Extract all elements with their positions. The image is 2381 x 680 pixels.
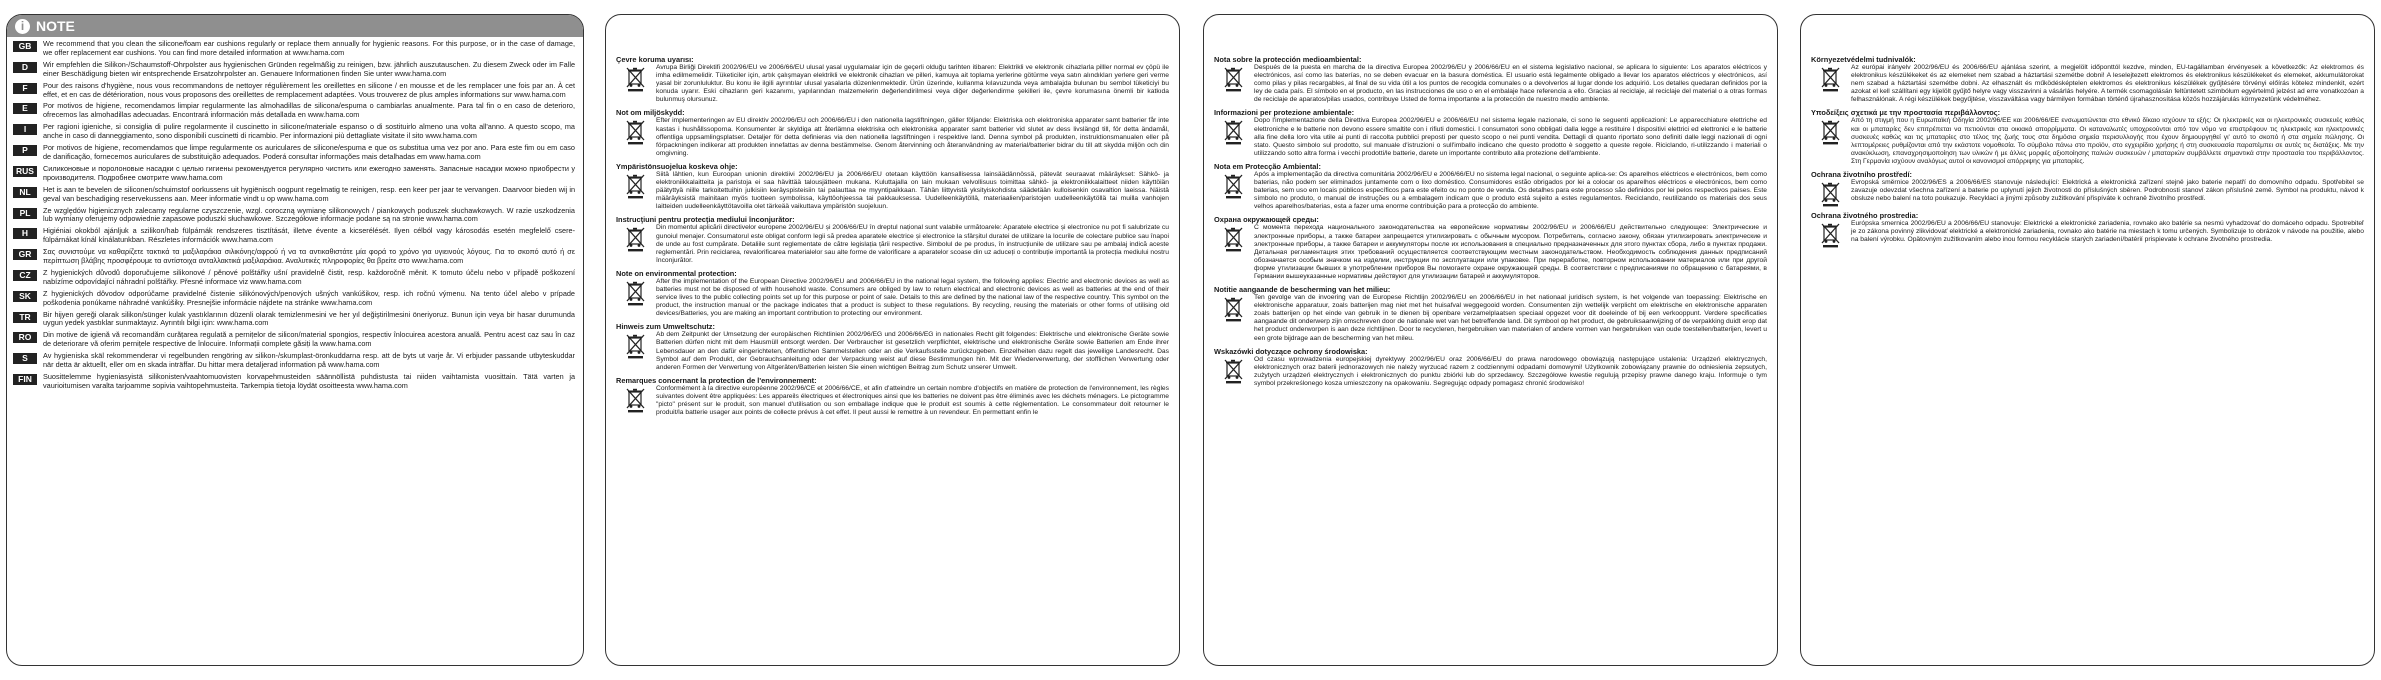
language-row — [13, 58, 575, 79]
language-text: Din motive de igienă vă recomandăm curățarea regulată a pernițelor de silicon/material spongios, respectiv înlocuirea acestora anuală. Pentru acest caz sau în caz de deteriorare vă oferim pernițele respective de înlocuire. Informații complete găsiți la www.hama.com — [43, 330, 575, 349]
environment-panel-1 — [605, 14, 1180, 666]
language-code-badge: D — [13, 62, 37, 73]
environment-note-section — [616, 55, 1169, 104]
section-list — [1801, 15, 2374, 248]
environment-note-section — [1811, 170, 2364, 207]
section-body — [1214, 294, 1767, 343]
info-icon: i — [15, 19, 30, 34]
language-row — [13, 99, 575, 120]
environment-note-section — [1214, 162, 1767, 211]
disposal-symbol — [1214, 117, 1254, 145]
language-code-badge: I — [13, 124, 37, 135]
crossed-bin-icon — [1821, 181, 1841, 207]
disposal-symbol — [1214, 356, 1254, 384]
disposal-symbol — [1214, 64, 1254, 92]
crossed-bin-icon — [626, 66, 646, 92]
section-title: Υποδείξεις σχετικά με την προστασία περιβάλλοντος: — [1811, 108, 2001, 118]
section-body — [616, 64, 1169, 104]
language-code-badge: E — [13, 103, 37, 114]
crossed-bin-icon — [626, 333, 646, 359]
disposal-symbol — [1811, 179, 1851, 207]
language-row — [13, 162, 575, 183]
language-text: We recommend that you clean the silicone/foam ear cushions regularly or replace them annually for hygienic reasons. For this purpose, or in the case of damage, we offer replacement ear cushions. You can find more detailed information at www.hama.com — [43, 39, 575, 57]
disposal-symbol — [1214, 171, 1254, 199]
language-row — [13, 287, 575, 308]
environment-note-section — [1811, 55, 2364, 104]
note-header — [7, 15, 583, 37]
section-title: Çevre koruma uyarısı: — [616, 55, 694, 64]
section-text: С момента перехода национального законодательства на европейские нормативы 2002/96/EU и 2006/66/EU действительно следующее: Электрические и электронные приборы, а также батареи запрещается утилизировать с обычным мусором. Потребитель, согласно закону, обязан утилизировать электрические и электронные приборы, а также батареи и аккумуляторы после их использования в специально предназначенных для этого пунктах сбора, либо в пунктах продажи. Детальная регламентация этих требований осуществляется соответствующим местным законодательством. Необходимость соблюдения данных предписаний обозначается особым значком на изделии, инструкции по эксплуатации или упаковке. При переработке, повторном использовании материалов или при другой форме утилизации бывших в употреблении приборов Вы помогаете охране окружающей среды. В соответствии с предписаниями по обращению с батареями, в Германии вышеуказанные нормативы действуют для утилизации батарей и аккумуляторов. — [1254, 224, 1767, 280]
language-code-badge: NL — [13, 187, 37, 198]
environment-note-section — [1214, 347, 1767, 388]
environment-note-section — [1214, 108, 1767, 157]
disposal-symbol — [616, 278, 656, 306]
language-text: Por motivos de higiene, recomendamos limpiar regularmente las almohadillas de silicona/espuma o cambiarlas anualmente. Para tal fin o en caso de deterioro, ofrecemos las almohadillas adecuadas. Encontrará información más detallada en www.hama.com — [43, 101, 575, 120]
language-code-badge: S — [13, 353, 37, 364]
environment-note-section — [1214, 285, 1767, 343]
language-code-badge: GB — [13, 41, 37, 52]
language-row — [13, 245, 575, 266]
section-title: Ochrana životního prostředí: — [1811, 170, 1913, 180]
section-body — [616, 331, 1169, 371]
disposal-symbol — [616, 117, 656, 145]
language-code-badge: GR — [13, 249, 37, 260]
crossed-bin-icon — [1224, 296, 1244, 322]
environment-note-section — [616, 108, 1169, 157]
section-text: Después de la puesta en marcha de la directiva Europea 2002/96/EU y 2006/66/EU en el sistema legislativo nacional, se aplicara lo siguiente: Los aparatos eléctricos y electrónicos, así como las baterías, no se deben evacuar en la basura doméstica. El usuario está legalmente obligado a llevar los aparatos eléctricos y electrónicos, así como pilas y pilas recargables, al final de su vida útil a los puntos de recogida comunales o a devolverlos al lugar donde los adquirió. Los detalles quedaran definidos por la ley de cada país. El símbolo en el producto, en las instrucciones de uso o en el embalaje hace referencia a ello. Gracias al reciclaje, al reciclaje del material o a otras formas de reciclaje de aparatos/pilas usados, contribuye Usted de forma importante a la protección de nuestro medio ambiente. — [1254, 64, 1767, 104]
disposal-symbol — [1811, 220, 1851, 248]
language-code-badge: P — [13, 145, 37, 156]
section-title: Instrucţiuni pentru protecţia mediului înconjurător: — [616, 215, 795, 225]
disposal-symbol — [616, 224, 656, 252]
language-text: Av hygieniska skäl rekommenderar vi regelbunden rengöring av silikon-/skumplast-öronkuddarna resp. att de byts ut varje år. Vi erbjuder passande utbyteskuddar när detta är aktuellt, eller om en skada inträffar. Du hittar mera detaljerad information på www.hama.com — [43, 351, 575, 370]
language-text: Σας συνιστούμε να καθαρίζετε τακτικά τα μαξιλαράκια σιλικόνης/αφρού ή να τα αντικαθιστάτε μία φορά το χρόνο για υγιεινούς λόγους. Για το σκοπό αυτό ή σε περίπτωση βλάβης προσφέρουμε τα αντίστοιχα ανταλλακτικά μαξιλαράκια. Αναλυτικές πληροφορίες θα βρείτε στο www.hama.com — [43, 247, 575, 266]
disposal-symbol — [616, 385, 656, 413]
section-title: Nota em Protecção Ambiental: — [1214, 161, 1321, 171]
section-body — [1811, 117, 2364, 166]
language-row — [13, 37, 575, 58]
language-code-badge: PL — [13, 208, 37, 219]
language-row — [13, 183, 575, 204]
environment-note-section — [616, 215, 1169, 264]
crossed-bin-icon — [626, 173, 646, 199]
section-title: Охрана окружающей среды: — [1214, 215, 1319, 225]
section-body — [1214, 356, 1767, 388]
environment-note-section — [1811, 211, 2364, 248]
section-text: Az európai irányelv 2002/96/EU és 2006/66/EU ajánlása szerint, a megjelölt időponttól kezdve, minden, EU-tagállamban érvényesek a következők: Az elektromos és elektronikus készülékeket és az elemeket nem szabad a háztartási szemétbe dobni! A leselejtezett elektromos és elektronikus készülékeket és elemeket, akkumulátorokat nem szabad a háztartási szemétbe dobni. Az elhasznált és működésképtelen elektromos és elektronikus készülékek gyűjtésére törvényi előírás kötelez mindenkit, ezért azokat el kell szállítani egy kijelölt gyűjtő helyre vagy visszavinni a vásárlás helyére. A termék csomagolásán feltüntetett szimbólum egyértelmű jelzést ad erre vonatkozóan a felhasználónak. A régi készülékek begyűjtése, visszaváltása vagy bármilyen formában történő újrahasznosítása közös hozzájárulás környezetünk védelméhez. — [1851, 64, 2364, 104]
language-text: Het is aan te bevelen de siliconen/schuimstof oorkussens uit hygiënisch oogpunt regelmatig te reinigen, resp. een keer per jaar te vervangen. Daarvoor bieden wij in geval van beschadiging reservekussens aan. Meer informatie vindt u op www.hama.com — [43, 184, 575, 203]
section-body — [1214, 224, 1767, 281]
language-text: Por motivos de higiene, recomendamos que limpe regularmente os auriculares de silicone/espuma e que os substitua uma vez por ano. Para este fim ou em caso de danificação, fornecemos auriculares de substituição adequados. Poderá consultar informações mais detalhadas em www.hama.com — [43, 143, 575, 161]
language-text: Higiéniai okokból ajánljuk a szilikon/hab fülpárnák rendszeres tisztítását, illetve évente a kicserélését. Ilyen célból vagy károsodás esetén megfelelő csere-fülpárnákat kínál kínálatunkban. Részletes információk www.hama.com — [43, 226, 575, 245]
disposal-symbol — [1811, 117, 1851, 145]
language-row — [13, 204, 575, 225]
language-text: Per ragioni igieniche, si consiglia di pulire regolarmente il cuscinetto in silicone/materiale espanso o di sostituirlo almeno una volta all'anno. A questo scopo, ma anche in caso di danneggiamento, sono disponibili cuscinetti di ricambio. Per informazioni più dettagliate visitate il sito www.hama.com — [43, 122, 575, 141]
language-text: Bir hijyen gereği olarak silikon/sünger kulak yastıklarının düzenli olarak temizlenmesini ve her yıl değiştirilmesini öneriyoruz. Bunun için veya bir hasar durumunda uygun yedek yastıklar sunmaktayız. Ayrıntılı bilgi için: www.hama.com — [43, 309, 575, 328]
crossed-bin-icon — [1224, 119, 1244, 145]
language-code-badge: RUS — [13, 166, 37, 177]
disposal-symbol — [616, 171, 656, 199]
section-body — [616, 224, 1169, 264]
section-title: Környezetvédelmi tudnivalók: — [1811, 55, 1916, 64]
section-text: Após a implementação da directiva comunitária 2002/96/EU e 2006/66/EU no sistema legal nacional, o seguinte aplica-se: Os aparelhos eléctricos e electrónicos, bem como baterias, não podem ser eliminados juntamente com o lixo doméstico. Consumidores estão obrigados por lei a colocar os aparelhos eléctricos e electrónicos, bem como baterias, sem uso em locais públicos específicos para este efeito ou no ponto de venda. Os detalhes para este processo são definidos por lei pelos respectivos países. Este símbolo no produto, o manual de instruções ou a embalagem indicam que o produto está sujeito a estes regulamentos. Reciclando, reutilizando os materiais dos seus velhos aparelhos/baterias, esta a fazer uma enorme contribuição para a protecção do ambiente. — [1254, 170, 1767, 211]
section-body — [1214, 171, 1767, 211]
language-text: Силиконовые и поролоновые насадки с целью гигиены рекомендуется регулярно чистить или ежегодно заменять. Запасные насадки можно приобрести у производителя. Подробнее смотрите www.hama.com — [43, 163, 575, 182]
environment-panel-3 — [1800, 14, 2375, 666]
language-row — [13, 349, 575, 370]
section-list — [606, 15, 1179, 417]
section-text: Dopo l'implementazione della Direttiva Europea 2002/96/EU e 2006/66/EU nel sistema legale nazionale, ci sono le seguenti applicazioni: Le apparecchiature elettriche ed elettroniche e le batterie non devono essere smaltite con i rifiuti domestici. I consumatori sono obbligati dalla legge a restituire I dispositivi elettrici ed elettronici e le batterie alla fine della loro vita utile ai punti di raccolta pubblici preposti per questo scopo o nei punti vendita. Dettagli di quanto riportato sono definiti dalle leggi nazionali di ogni stato. Questo simbolo sul prodotto, sul manuale d'istruzioni o sull'imballo indicano che questo prodotto è soggetto a queste regole. Riciclando, ri-utilizzando i materiali o utilizzando sotto altra forma i vecchi prodotti/le batterie, darete un importante contributo alla protezione dell'ambiente. — [1254, 117, 1767, 157]
note-title: NOTE — [36, 18, 75, 34]
section-text: Efter implementeringen av EU direktiv 2002/96/EU och 2006/66/EU i den nationella lagstiftningen, gäller följande: Elektriska och elektroniska apparater samt batterier får inte kastas i hushållssoporna. Konsumenter är skyldiga att återlämna elektriska och elektroniska apparater samt batterier vid slutet av dess livslängd till, för detta ändamål, offentliga uppsamlingsplatser. Detaljer för detta definieras via den nationella lagstiftningen i respektive land. Denna symbol på produkten, instruktionsmanualen eller på förpackningen indikerar att produkten innefattas av denna bestämmelse. Genom återvinning och återanvändning av material/batterier bidrar du till att skydda miljön och din omgivning. — [656, 117, 1169, 157]
environment-note-section — [1811, 108, 2364, 166]
language-row — [13, 120, 575, 141]
language-text: Wir empfehlen die Silikon-/Schaumstoff-Ohrpolster aus hygienischen Gründen regelmäßig zu reinigen, bzw. jährlich auszutauschen. Zu diesem Zweck oder im Falle einer Beschädigung bieten wir entsprechende Ersatzohrpolster an. Genauere Informationen finden Sie unter www.hama.com — [43, 59, 575, 78]
environment-note-section — [616, 269, 1169, 318]
crossed-bin-icon — [626, 119, 646, 145]
crossed-bin-icon — [1821, 66, 1841, 92]
language-row — [13, 79, 575, 100]
section-body — [616, 117, 1169, 157]
section-text: Ab dem Zeitpunkt der Umsetzung der europäischen Richtlinien 2002/96/EG und 2006/66/EG in nationales Recht gilt folgendes: Elektrische und elektronische Geräte sowie Batterien dürfen nicht mit dem Hausmüll entsorgt werden. Der Verbraucher ist gesetzlich verpflichtet, elektrische und elektronische Geräte sowie Batterien am Ende ihrer Lebensdauer an den dafür eingerichteten, öffentlichen Sammelstellen oder an die Verkaufsstelle zurückzugeben. Einzelheiten dazu regelt das jeweilige Landesrecht. Das Symbol auf dem Produkt, der Gebrauchsanleitung oder der Verpackung weist auf diese Bestimmungen hin. Mit der Wiederverwertung, der stofflichen Verwertung oder anderen Formen der Verwertung von Altgeräten/Batterien leisten Sie einen wichtigen Beitrag zum Schutz unserer Umwelt. — [656, 331, 1169, 371]
environment-note-section — [1214, 215, 1767, 281]
language-text: Ze względów higienicznych zalecamy regularne czyszczenie, wzgl. coroczną wymianę silikonowych / piankowych poduszek słuchawkowych. W razie uszkodzenia lub wymiany oferujemy odpowiednie zapasowe poduszki słuchawkowe. Szczegółowe informacje podane są na stronie www.hama.com — [43, 205, 575, 224]
section-text: Európska smernica 2002/96/EU a 2006/66/EU stanovuje: Elektrické a elektronické zariadenia, rovnako ako batérie sa nesmú vyhadzovať do domáceho odpadu. Spotrebiteľ je zo zákona povinný zlikvidovať elektrické a elektronické zariadenia, rovnako ako batérie na miestach k tomu určených. Symbolizuje to obrázok v návode na použitie, alebo na balení výrobku. Opätovným zužitkovaním alebo inou formou recyklácie starých zariadení/batérií prispievate k ochrane životného prostredia. — [1851, 220, 2364, 244]
section-body — [1811, 64, 2364, 104]
section-title: Wskazówki dotyczące ochrony środowiska: — [1214, 346, 1368, 356]
section-title: Remarques concernant la protection de l'environnement: — [616, 375, 817, 385]
disposal-symbol — [616, 331, 656, 359]
disposal-symbol — [1214, 294, 1254, 322]
section-title: Ochrana životného prostredia: — [1811, 211, 1919, 221]
language-code-badge: CZ — [13, 270, 37, 281]
language-row — [13, 141, 575, 162]
language-row — [13, 328, 575, 349]
language-list — [7, 37, 583, 391]
section-text: Avrupa Birliği Direktifi 2002/96/EU ve 2006/66/EU ulusal yasal uygulamalar için de geçerli olduğu tarihten itibaren: Elektrikli ve elektronik cihazlarla pilller normal ev çöpü ile imha edilmemelidir. Tüketiciler için, artık çalışmayan elektrikli ve elektronik cihazları ve pilleri, kamuya ait toplama yerlerine götürme veya satın alındıkları yerlere geri verme yasal bir zorunluluktur. Bu konu ile ilgili ayrıntılar ulusal yasalarla düzenlenmektedir. Ürün üzerinde, kullanma kılavuzunda veya ambalajda bulunan bu sembol tüketiciyi bu konuda uyarır. Eski cihazların geri kazanımı, yapılarından malzemelerin değerlendirilmesi veya diğer değerlendirme şekilleri ile, çevre korumasına önemli bir katkıda bulunmuş olursunuz. — [656, 64, 1169, 104]
section-body — [1214, 117, 1767, 157]
section-text: Od czasu wprowadzenia europejskiej dyrektywy 2002/96/EU oraz 2006/66/EU do prawa narodowego obowiązują następujące ustalenia: Urządzeń elektrycznych, elektronicznych oraz baterii jednorazowych nie należy wyrzucać razem z codziennymi odpadami domowymi! Użytkownik zobowiązany prawnie do odniesienia zepsutych, zużytych urządzeń elektrycznych i elektronicznych do punktu zbiórki lub do sprzedawcy. Szczegółowe kwestie regulują przepisy prawne danego kraju. Informuje o tym symbol przekreślonego kosza umieszczony na opakowaniu. Segregując odpady pomagasz chronić środowisko! — [1254, 355, 1767, 387]
crossed-bin-icon — [626, 280, 646, 306]
language-row — [13, 308, 575, 329]
section-text: Conformément à la directive européenne 2002/96/CE et 2006/66/CE, et afin d'atteindre un certain nombre d'objectifs en matière de protection de l'environnement, les règles suivantes doivent être appliquées: Les appareils électriques et électroniques ainsi que les batteries ne doivent pas être éliminés avec les déchets ménagers. Le pictogramme "picto" présent sur le produit, son manuel d'utilisation ou son emballage indique que le produit est soumis à cette réglementation. Le consommateur doit retourner le produit/la batterie usager aux points de collecte prévus à cet effet. Il peut aussi le remettre à un revendeur. En permettant enfin le — [656, 384, 1169, 417]
section-title: Informazioni per protezione ambientale: — [1214, 108, 1355, 118]
section-body — [1811, 179, 2364, 207]
disposal-symbol — [1214, 224, 1254, 252]
crossed-bin-icon — [1224, 226, 1244, 252]
language-code-badge: SK — [13, 291, 37, 302]
section-title: Not om miljöskydd: — [616, 108, 685, 118]
section-title: Hinweis zum Umweltschutz: — [616, 322, 715, 332]
section-text: Από τη στιγμή που η Ευρωπαϊκή Οδηγία 2002/96/EE και 2006/66/EE ενσωματώνεται στο εθνικό δίκαιο ισχύουν τα εξής: Οι ηλεκτρικές και οι ηλεκτρονικές συσκευές καθώς και οι μπαταρίες δεν επιτρέπεται να πετιούνται στα οικιακά απορρίμματα. Οι καταναλωτές υποχρεούνται από τον νόμο να επιστρέφουν τις ηλεκτρικές και ηλεκτρονικές συσκευές καθώς και τις μπαταρίες στο τέλος της ζωής τους στα δημόσια σημεία περισυλλογής που έχουν δημιουργηθεί γι' αυτό το σκοπό ή στα σημεία πώλησης. Οι λεπτομέρειες ρυθμίζονται από την εκάστοτε νομοθεσία. Το σύμβολο πάνω στο προϊόν, στο εγχειρίδιο χρήσης ή στη συσκευασία παραπέμπει σε αυτές τις διατάξεις. Με την ανακύκλωση, επαναχρησιμοποίηση των υλικών ή με άλλες μορφές αξιοποίησης παλιών συσκευών / μπαταριών συμβάλλετε σημαντικά στην προστασία του περιβάλλοντος. Στη Γερμανία ισχύουν αναλόγως αυτοί οι κανονισμοί απόρριψης για μπαταρίες. — [1851, 117, 2364, 165]
section-body — [616, 278, 1169, 318]
section-title: Notitie aangaande de bescherming van het milieu: — [1214, 285, 1391, 295]
section-text: After the implementation of the European Directive 2002/96/EU and 2006/66/EU in the national legal system, the following applies: Electric and electronic devices as well as batteries must not be disposed of with household waste. Consumers are obliged by law to return electrical and electronic devices as well as batteries at the end of their service lives to the public collecting points set up for this purpose or point of sale. Details to this are defined by the national law of the respective country. This symbol on the product, the instruction manual or the package indicates that a product is subject to these regulations. By recycling, reusing the materials or other forms of utilising old devices/Batteries, you are making an important contribution to protecting our environment. — [656, 277, 1169, 318]
crossed-bin-icon — [626, 226, 646, 252]
disposal-symbol — [1811, 64, 1851, 92]
language-text: Suosittelemme hygieniasyistä silikonisten/vaahtomuovisten korvapehmusteiden säännöllistä puhdistusta tai niiden vaihtamista vuosittain. Tätä varten ja vaurioitumisen varalta tarjoamme sopivia vaihtopehmusteita. Tarkempia tietoja löydät osoitteesta www.hama.com — [43, 372, 575, 390]
crossed-bin-icon — [1821, 222, 1841, 248]
language-row — [13, 266, 575, 287]
section-title: Ympäristönsuojelua koskeva ohje: — [616, 161, 738, 171]
section-text: Evropská směrnice 2002/96/ES a 2006/66/ES stanovuje následující: Elektrická a elektronická zařízení stejně jako baterie nepatří do domovního odpadu. Spotřebitel se zavazuje odevzdat všechna zařízení a baterie po uplynutí jejich životnosti do příslušných sběren. Podrobnosti stanoví zákon příslušné země. Symbol na produktu, návod k obsluze nebo balení na toto poukazuje. Recyklací a jinými způsoby zužitkování přispíváte k ochraně životního prostředí. — [1851, 179, 2364, 203]
environment-panel-2 — [1203, 14, 1778, 666]
environment-note-section — [1214, 55, 1767, 104]
crossed-bin-icon — [1224, 173, 1244, 199]
language-text: Pour des raisons d'hygiène, nous vous recommandons de nettoyer régulièrement les oreillettes en silicone / en mousse et de les remplacer une fois par an. À cet effet, et en cas de détérioration, nous vous proposons des oreillettes de remplacement adaptées. Vous trouverez de plus amples informations sur www.hama.com — [43, 80, 575, 99]
crossed-bin-icon — [1821, 119, 1841, 145]
section-list — [1204, 15, 1777, 388]
crossed-bin-icon — [1224, 358, 1244, 384]
section-title: Note on environmental protection: — [616, 268, 737, 278]
language-row — [13, 370, 575, 391]
section-text: Din momentul aplicării directivelor europene 2002/96/EU și 2006/66/EU în dreptul național sunt valabile următoarele: Aparatele electrice și electronice nu pot fi salubrizate cu gunoiul menajer. Consumatorul este obligat conform legii să predea aparatele electrice și electronice la sfârșitul duratei de utilizare la locurile de colectare publice sau înapoi de unde au fost cumpărate. Detaliile sunt reglementate de către legislația țării respective. Simbolul de pe produs, în instrucțiunile de utilizare sau pe ambalaj indică aceste reglementări. Prin reciclarea, revalorificarea materialelor sau alte forme de valorificare a aparatelor scoase din uz aduceți o contribuție importantă la protecția mediului nostru înconjurător. — [656, 224, 1169, 264]
language-code-badge: TR — [13, 312, 37, 323]
disposal-symbol — [616, 64, 656, 92]
language-text: Z hygienických dôvodov odporúčame pravidelné čistenie silikónových/penových ušných vankúšikov, resp. ich ročnú výmenu. Na tento účel alebo v prípade poškodenia ponúkame náhradné vankúšiky. Presnejšie informácie nájdete na stránke www.hama.com — [43, 288, 575, 307]
section-text: Siitä lähtien, kun Euroopan unionin direktiivi 2002/96/EU ja 2006/66/EU otetaan käyttöön kansallisessa lainsäädännössä, pätevät seuraavat määräykset: Sähkö- ja elektroniikkalaitteita ja paristoja ei saa hävittää talousjätteen mukana. Kuluttajalla on lain mukaan velvollisuus toimittaa sähkö- ja elektroniikkalaitteet niiden käyttöiän päätyttyä niille tarkoitettuihin julkisiin keräyspisteisiin tai palauttaa ne myyntipaikkaan. Tähän liittyvistä yksityiskohdista säädetään kulloisenkin osavaltion laeissa. Näistä määräyksistä mainitaan myös tuotteen symbolissa, käyttöohjeessa tai pakkauksessa. Uudelleenkäytöllä, materiaalien/paristojen uudelleenkäytöllä tai muilla vanhojen laitteiden uudelleenkäyttötavoilla olet tärkeää vaikuttava ympäristön suojeluun. — [656, 170, 1169, 211]
note-panel — [6, 14, 584, 666]
crossed-bin-icon — [1224, 66, 1244, 92]
environment-note-section — [616, 322, 1169, 371]
environment-note-section — [616, 376, 1169, 417]
language-code-badge: FIN — [13, 374, 37, 385]
language-code-badge: H — [13, 228, 37, 239]
crossed-bin-icon — [626, 387, 646, 413]
section-body — [1214, 64, 1767, 104]
section-body — [1811, 220, 2364, 248]
section-body — [616, 171, 1169, 211]
environment-note-section — [616, 162, 1169, 211]
section-title: Nota sobre la protección medioambiental: — [1214, 55, 1362, 64]
section-body — [616, 385, 1169, 417]
section-text: Ten gevolge van de invoering van de Europese Richtlijn 2002/96/EU en 2006/66/EU in het nationaal juridisch system, is het volgende van toepassing: Elektrische en elektronische apparatuur, zoals batterijen mag niet met het huisafval weggegooid worden. Consumenten zijn wettelijk verplicht om elektrische en elektronische apparaten zoals batterijen op het einde van gebruik in te dienen bij openbare verzamelplaatsen speciaal opgezet voor dit doeleinde of bij een verkooppunt. Verdere specificaties aangaande dit onderwerp zijn omschreven door de nationale wet van het betreffende land. Dit symbool op het product, de gebruiksaanwijzing of de verpakking duidt erop dat het product onderworpen is aan deze richtlijnen. Door te recycleren, hergebruiken van materialen of andere vormen van hergebruiken van oude toestellen/batterijen, levert u een grote bijdrage aan de bescherming van het mileu. — [1254, 294, 1767, 342]
language-row — [13, 224, 575, 245]
language-code-badge: RO — [13, 332, 37, 343]
language-code-badge: F — [13, 83, 37, 94]
language-text: Z hygienických důvodů doporučujeme silikonové / pěnové polštářky ušní pravidelně čistit, resp. každoročně měnit. K tomuto účelu nebo v případě poškození nabízíme odpovídající náhradní polštářky. Přesné informace viz www.hama.com — [43, 267, 575, 286]
